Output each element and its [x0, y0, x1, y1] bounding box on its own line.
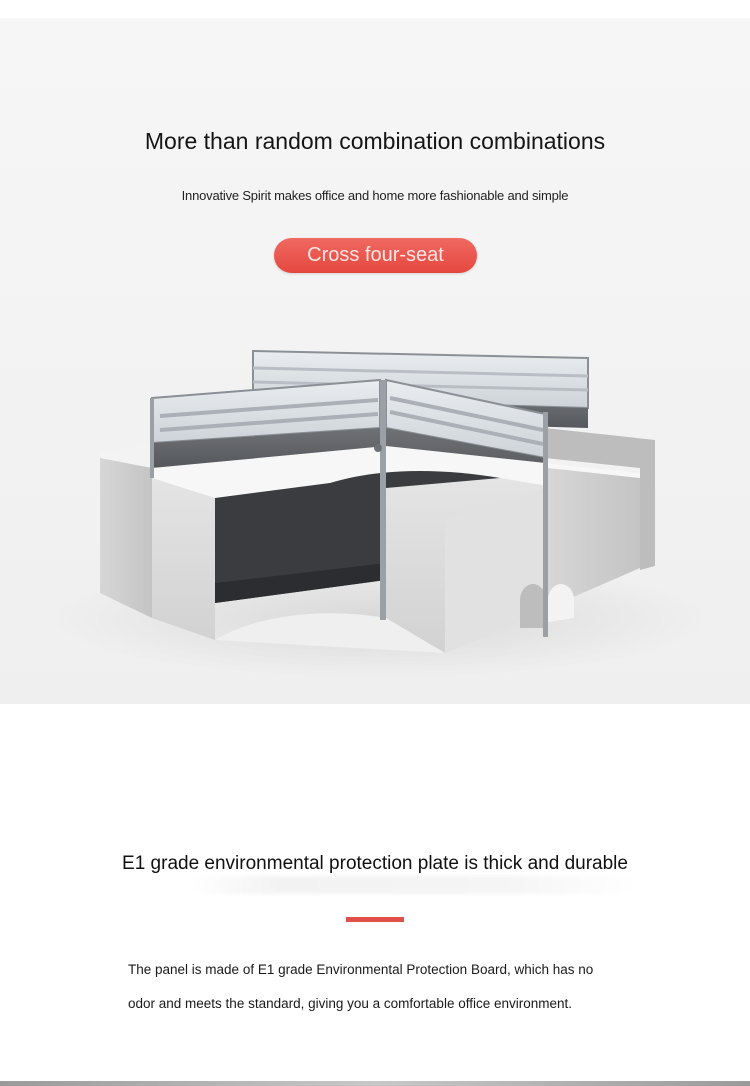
hero-title: More than random combination combinations — [144, 128, 606, 154]
accent-divider — [346, 917, 404, 922]
bottom-image-edge — [0, 1081, 750, 1086]
faded-text-shadow — [190, 876, 640, 894]
description-line-1: The panel is made of E1 grade Environmental Protection Board, which has no — [128, 962, 594, 977]
section-title: E1 grade environmental protection plate is thick and durable — [122, 853, 628, 874]
description-paragraph — [128, 953, 648, 1021]
hero-section — [0, 18, 750, 704]
cross-four-seat-workstation-image — [0, 318, 750, 688]
description-line-2: odor and meets the standard, giving you a comfortable office environment. — [128, 996, 573, 1011]
hero-subtitle: Innovative Spirit makes office and home more fashionable and simple — [181, 188, 569, 203]
product-type-badge: Cross four-seat — [274, 238, 477, 273]
